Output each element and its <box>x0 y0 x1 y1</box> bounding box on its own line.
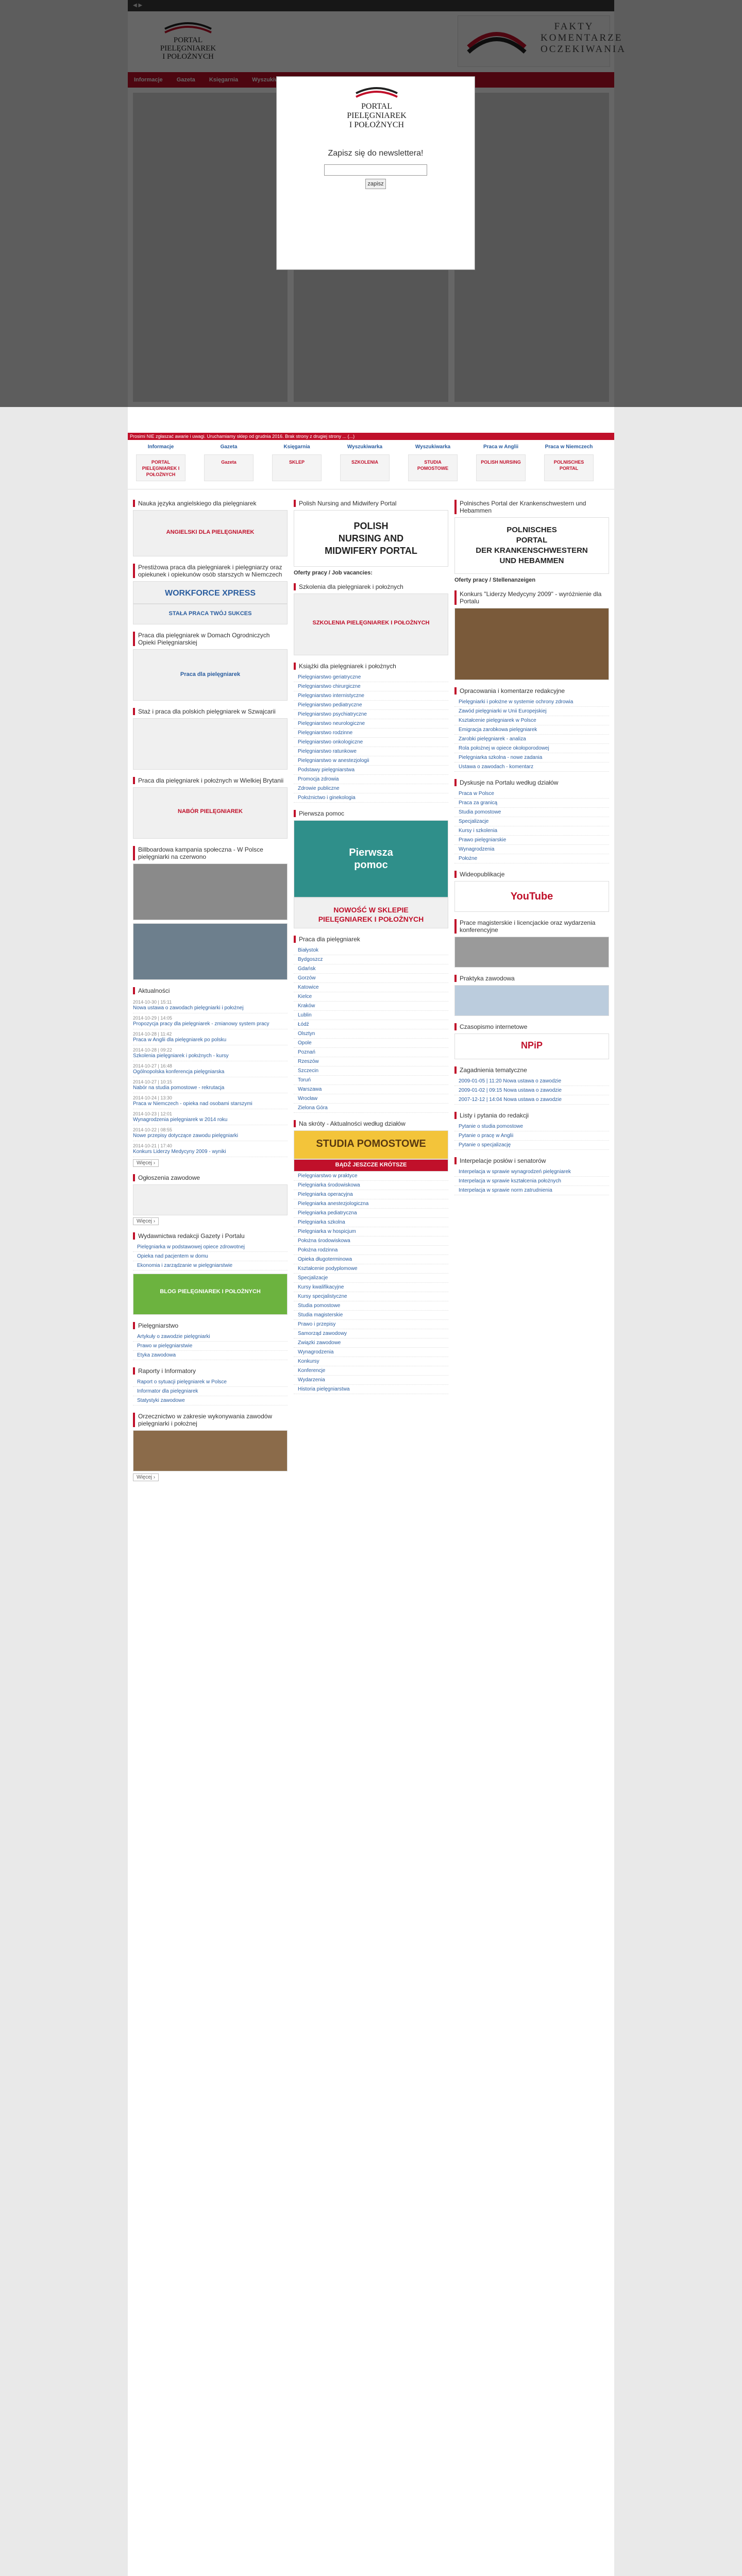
list-item[interactable]: Etyka zawodowa <box>133 1351 288 1360</box>
box-title: Pielęgniarstwo <box>133 1322 288 1329</box>
trainings-box <box>294 583 448 655</box>
list-item[interactable]: Prawo pielęgniarskie <box>454 836 609 845</box>
list-item[interactable]: Pielęgniarka środowiskowa <box>294 1181 448 1190</box>
list-item[interactable]: Pielęgniarstwo pediatryczne <box>294 701 448 710</box>
svg-text:PORTAL: PORTAL <box>361 102 392 111</box>
news-date: 2014-10-24 | 13:30 <box>133 1095 172 1100</box>
news-item[interactable] <box>133 1093 288 1109</box>
list-item[interactable]: Gorzów <box>294 974 448 983</box>
list-item[interactable]: Kształcenie pielęgniarek w Polsce <box>454 716 609 725</box>
svg-text:PIELĘGNIAREK: PIELĘGNIAREK <box>347 111 407 120</box>
blog-banner[interactable]: BLOG PIELĘGNIAREK I POŁOŻNYCH <box>133 1274 288 1315</box>
news-item[interactable] <box>133 1109 288 1125</box>
news-list <box>133 997 288 1157</box>
partner-label: Praca w Anglii <box>483 444 518 450</box>
list-item[interactable]: Pielęgniarka w hospicjum <box>294 1227 448 1236</box>
box-title: Dyskusje na Portalu według działów <box>454 779 609 786</box>
topics-list <box>454 1077 609 1105</box>
list-item[interactable]: Wynagrodzenia <box>294 1348 448 1357</box>
letters-list <box>454 1122 609 1150</box>
svg-text:I POŁOŻNYCH: I POŁOŻNYCH <box>349 121 404 129</box>
list-item[interactable]: Szczecin <box>294 1066 448 1076</box>
list-item[interactable]: Opieka długoterminowa <box>294 1255 448 1264</box>
partner-label: Praca w Niemczech <box>545 444 593 450</box>
billboard-photo-2[interactable] <box>133 923 288 980</box>
list-item[interactable]: Łódź <box>294 1020 448 1029</box>
list-item[interactable]: Wydarzenia <box>294 1376 448 1385</box>
list-item[interactable]: Pielęgniarstwo rodzinne <box>294 728 448 738</box>
list-item[interactable]: Lublin <box>294 1011 448 1020</box>
box-title: Nauka języka angielskiego dla pielęgniarek <box>133 500 288 507</box>
newsletter-title: Zapisz się do newslettera! <box>328 149 424 158</box>
case-law-box <box>133 1413 288 1481</box>
list-item[interactable]: Położna rodzinna <box>294 1246 448 1255</box>
english-course-box <box>133 500 288 556</box>
partner-label: Wyszukiwarka <box>415 444 451 450</box>
box-title: Ogłoszenia zawodowe <box>133 1174 288 1181</box>
partner-tile[interactable] <box>337 444 393 485</box>
partner-logo: PORTAL PIELĘGNIAREK I POŁOŻNYCH <box>136 454 185 481</box>
list-item[interactable]: Opole <box>294 1039 448 1048</box>
list-item[interactable]: 2009-01-05 | 11:20 Nowa ustawa o zawodzie <box>454 1077 609 1086</box>
partner-tile[interactable] <box>201 444 257 485</box>
video-box <box>454 871 609 912</box>
reports-box <box>133 1367 288 1405</box>
box-title: Wideopublikacje <box>454 871 609 878</box>
list-item[interactable]: Pielęgniarstwo onkologiczne <box>294 738 448 747</box>
uk-jobs-box <box>133 777 288 839</box>
news-date: 2014-10-21 | 17:40 <box>133 1143 172 1148</box>
list-item[interactable]: Pielęgniarstwo ratunkowe <box>294 747 448 756</box>
list-item[interactable]: Pielęgniarstwo neurologiczne <box>294 719 448 728</box>
list-item[interactable]: Pielęgniarstwo w praktyce <box>294 1172 448 1181</box>
more-button[interactable]: Więcej › <box>133 1159 159 1167</box>
box-title: Praca dla pielęgniarek i położnych w Wielkiej Brytanii <box>133 777 288 784</box>
list-item[interactable]: Związki zawodowe <box>294 1338 448 1348</box>
list-item[interactable]: Pielęgniarstwo geriatryczne <box>294 673 448 682</box>
news-date: 2014-10-30 | 15:11 <box>133 999 172 1005</box>
partner-tile[interactable] <box>133 444 189 485</box>
list-item[interactable]: Warszawa <box>294 1085 448 1094</box>
box-title: Wydawnictwa redakcji Gazety i Portalu <box>133 1232 288 1240</box>
box-title: Opracowania i komentarze redakcyjne <box>454 687 609 694</box>
partner-label: Wyszukiwarka <box>347 444 383 450</box>
uk-jobs-banner[interactable]: NABÓR PIELĘGNIAREK <box>133 787 288 839</box>
practice-image[interactable] <box>454 985 609 1016</box>
first-aid-box <box>294 810 448 928</box>
discussions-box <box>454 779 609 863</box>
publications-box <box>133 1232 288 1315</box>
list-item[interactable]: Pielęgniarka szkolna <box>294 1218 448 1227</box>
first-aid-book-cover[interactable]: Pierwsza pomoc <box>294 820 448 897</box>
list-item[interactable]: Artykuły o zawodzie pielęgniarki <box>133 1332 288 1342</box>
box-title: Na skróty - Aktualności według działów <box>294 1120 448 1127</box>
newsletter-modal <box>276 76 475 270</box>
news-date: 2014-10-27 | 16:48 <box>133 1063 172 1069</box>
list-item[interactable]: Prawo w pielęgniarstwie <box>133 1342 288 1351</box>
bridging-studies-subbanner[interactable]: BĄDŹ JESZCZE KRÓTSZE <box>294 1159 448 1172</box>
newsletter-submit-button[interactable]: zapisz <box>365 179 386 189</box>
reports-list <box>133 1378 288 1405</box>
list-item[interactable]: Ekonomia i zarządzanie w pielęgniarstwie <box>133 1261 288 1270</box>
list-item[interactable]: Kursy i szkolenia <box>454 826 609 836</box>
discussions-list <box>454 789 609 863</box>
news-item[interactable] <box>133 1125 288 1141</box>
list-item[interactable]: Pytanie o pracę w Anglii <box>454 1131 609 1141</box>
list-item[interactable]: Informator dla pielęgniarek <box>133 1387 288 1396</box>
news-title[interactable]: Praca w Niemczech - opieka nad osobami starszymi <box>133 1101 252 1107</box>
list-item[interactable]: Wynagrodzenia <box>454 845 609 854</box>
interpellations-box <box>454 1157 609 1195</box>
shortcuts-list <box>294 1172 448 1394</box>
box-title: Listy i pytania do redakcji <box>454 1112 609 1119</box>
modal-logo <box>320 82 433 133</box>
list-item[interactable]: Białystok <box>294 946 448 955</box>
interpellations-list <box>454 1167 609 1195</box>
news-date: 2014-10-28 | 11:42 <box>133 1031 172 1037</box>
box-title: Interpelacje posłów i senatorów <box>454 1157 609 1164</box>
news-title[interactable]: Wynagrodzenia pielęgniarek w 2014 roku <box>133 1117 228 1123</box>
list-item[interactable]: Pielęgniarka szkolna - nowe zadania <box>454 753 609 762</box>
news-title[interactable]: Ogólnopolska konferencja pielęgniarska <box>133 1069 225 1075</box>
news-date: 2014-10-23 | 12:01 <box>133 1111 172 1116</box>
box-title: Raporty i Informatory <box>133 1367 288 1375</box>
list-item[interactable]: 2009-01-02 | 09:15 Nowa ustawa o zawodzie <box>454 1086 609 1095</box>
list-item[interactable]: Interpelacja w sprawie wynagrodzeń pielęgniarek <box>454 1167 609 1177</box>
partner-logo: SKLEP <box>272 454 322 481</box>
box-title: Czasopismo internetowe <box>454 1023 609 1030</box>
box-title: Orzecznictwo w zakresie wykonywania zawodów pielęgniarki i położnej <box>133 1413 288 1427</box>
box-title: Konkurs "Liderzy Medycyny 2009" - wyróżnienie dla Portalu <box>454 590 609 605</box>
list-item[interactable]: Bydgoszcz <box>294 955 448 964</box>
list-item[interactable]: Konferencje <box>294 1366 448 1376</box>
leaders-award-box <box>454 590 609 680</box>
list-item[interactable]: Pielęgniarstwo chirurgiczne <box>294 682 448 691</box>
theses-image[interactable] <box>454 937 609 968</box>
list-item[interactable]: Raport o sytuacji pielęgniarek w Polsce <box>133 1378 288 1387</box>
box-title: Praca dla pielęgniarek <box>294 936 448 943</box>
box-title: Zagadnienia tematyczne <box>454 1066 609 1074</box>
nursing-list <box>133 1332 288 1360</box>
billboard-photo-1[interactable] <box>133 863 288 920</box>
list-item[interactable]: Konkursy <box>294 1357 448 1366</box>
list-item[interactable]: Specjalizacje <box>294 1274 448 1283</box>
list-item[interactable]: Gdańsk <box>294 964 448 974</box>
box-title: Prestiżowa praca dla pielęgniarek i pielęgniarzy oraz opiekunek i opiekunów osób starszych w Niemczech <box>133 564 288 578</box>
list-item[interactable]: Praca za granicą <box>454 799 609 808</box>
list-item[interactable]: Kielce <box>294 992 448 1002</box>
polish-nursing-box <box>294 500 448 576</box>
job-ads-box <box>133 1174 288 1225</box>
middle-column <box>294 500 448 1401</box>
award-photo[interactable] <box>454 608 609 680</box>
list-item[interactable]: Zarobki pielęgniarek - analiza <box>454 735 609 744</box>
list-item[interactable]: Pielęgniarka w podstawowej opiece zdrowotnej <box>133 1243 288 1252</box>
jobs-by-city-box <box>294 936 448 1113</box>
box-title: Polish Nursing and Midwifery Portal <box>294 500 448 507</box>
list-item[interactable]: Położne <box>454 854 609 863</box>
english-course-banner[interactable]: ANGIELSKI DLA PIELĘGNIAREK <box>133 510 288 556</box>
news-title[interactable]: Praca w Anglii dla pielęgniarek po polsku <box>133 1037 227 1043</box>
job-offers-label: Oferty pracy / Stellenanzeigen <box>454 577 536 583</box>
partner-tile[interactable] <box>541 444 597 485</box>
list-item[interactable]: Kraków <box>294 1002 448 1011</box>
partner-label: Gazeta <box>220 444 238 450</box>
list-item[interactable]: Promocja zdrowia <box>294 775 448 784</box>
switzerland-banner[interactable] <box>133 718 288 770</box>
trainings-banner[interactable]: SZKOLENIA PIELĘGNIAREK I POŁOŻNYCH <box>294 594 448 655</box>
list-item[interactable]: Położnictwo i ginekologia <box>294 793 448 803</box>
partner-logo: POLISH NURSING <box>476 454 526 481</box>
news-item[interactable] <box>133 1061 288 1077</box>
box-title: Staż i praca dla polskich pielęgniarek w Szwajcarii <box>133 708 288 715</box>
partner-tile[interactable] <box>473 444 529 485</box>
list-item[interactable]: Olsztyn <box>294 1029 448 1039</box>
polish-nursing-logo[interactable]: POLISH NURSING AND MIDWIFERY PORTAL <box>294 510 448 567</box>
news-date: 2014-10-27 | 10:15 <box>133 1079 172 1084</box>
box-title: Szkolenia dla pielęgniarek i położnych <box>294 583 448 590</box>
news-date: 2014-10-28 | 09:22 <box>133 1047 172 1053</box>
workforce-banner[interactable]: STAŁA PRACA TWÓJ SUKCES <box>133 604 288 624</box>
editorial-box <box>454 687 609 772</box>
publications-list <box>133 1243 288 1270</box>
news-title[interactable]: Nowa ustawa o zawodach pielęgniarki i położnej <box>133 1005 244 1011</box>
partner-logo: POLNISCHES PORTAL <box>544 454 594 481</box>
partner-logo: SZKOLENIA <box>340 454 390 481</box>
list-item[interactable]: Praca w Polsce <box>454 789 609 799</box>
list-item[interactable]: Pielęgniarka operacyjna <box>294 1190 448 1199</box>
list-item[interactable]: Kursy specjalistyczne <box>294 1292 448 1301</box>
list-item[interactable]: Studia pomostowe <box>454 808 609 817</box>
list-item[interactable]: Opieka nad pacjentem w domu <box>133 1252 288 1261</box>
box-title: Aktualności <box>133 987 288 994</box>
list-item[interactable]: Położna środowiskowa <box>294 1236 448 1246</box>
news-title[interactable]: Nowe przepisy dotyczące zawodu pielęgniarki <box>133 1133 238 1139</box>
news-box <box>133 987 288 1167</box>
list-item[interactable]: Zielona Góra <box>294 1104 448 1113</box>
list-item[interactable]: 2007-12-12 | 14:04 Nowa ustawa o zawodzie <box>454 1095 609 1105</box>
news-item[interactable] <box>133 1141 288 1157</box>
cities-list <box>294 946 448 1113</box>
switzerland-box <box>133 708 288 770</box>
box-title: Billboardowa kampania społeczna - W Polsce pielęgniarki na czerwono <box>133 846 288 860</box>
list-item[interactable]: Samorząd zawodowy <box>294 1329 448 1338</box>
list-item[interactable]: Pielęgniarka pediatryczna <box>294 1209 448 1218</box>
list-item[interactable]: Pytanie o studia pomostowe <box>454 1122 609 1131</box>
workforce-logo[interactable]: WORKFORCE XPRESS <box>133 581 288 604</box>
right-column <box>454 500 609 1202</box>
list-item[interactable]: Kształcenie podyplomowe <box>294 1264 448 1274</box>
box-title: Praca dla pielęgniarek w Domach Ogrodniczych Opieki Pielęgniarskiej <box>133 632 288 646</box>
news-title[interactable]: Propozycja pracy dla pielęgniarek - zmianowy system pracy <box>133 1021 269 1027</box>
list-item[interactable]: Pielęgniarstwo w anestezjologii <box>294 756 448 766</box>
nursing-homes-box <box>133 632 288 701</box>
more-button[interactable]: Więcej › <box>133 1217 159 1225</box>
news-item[interactable] <box>133 997 288 1013</box>
news-item[interactable] <box>133 1013 288 1029</box>
books-box <box>294 663 448 803</box>
list-item[interactable]: Emigracja zarobkowa pielęgniarek <box>454 725 609 735</box>
list-item[interactable]: Poznań <box>294 1048 448 1057</box>
list-item[interactable]: Zdrowie publiczne <box>294 784 448 793</box>
list-item[interactable]: Pielęgniarstwo psychiatryczne <box>294 710 448 719</box>
new-in-shop-banner[interactable]: NOWOŚĆ W SKLEPIE PIELĘGNIAREK I POŁOŻNYCH <box>294 897 448 928</box>
list-item[interactable]: Pytanie o specjalizację <box>454 1141 609 1150</box>
list-item[interactable]: Rola położnej w opiece okołoporodowej <box>454 744 609 753</box>
journal-logo[interactable]: NPiP <box>454 1033 609 1059</box>
box-title: Praktyka zawodowa <box>454 975 609 982</box>
list-item[interactable]: Podstawy pielęgniarstwa <box>294 766 448 775</box>
books-list <box>294 673 448 803</box>
news-item[interactable] <box>133 1077 288 1093</box>
list-item[interactable]: Toruń <box>294 1076 448 1085</box>
job-vacancies-label: Oferty pracy / Job vacancies: <box>294 570 373 576</box>
box-title: Polnisches Portal der Krankenschwestern und Hebammen <box>454 500 609 514</box>
list-item[interactable]: Prawo i przepisy <box>294 1320 448 1329</box>
list-item[interactable]: Katowice <box>294 983 448 992</box>
list-item[interactable]: Interpelacja w sprawie kształcenia położnych <box>454 1177 609 1186</box>
list-item[interactable]: Specjalizacje <box>454 817 609 826</box>
list-item[interactable]: Wrocław <box>294 1094 448 1104</box>
nursing-homes-banner[interactable]: Praca dla pielęgniarek <box>133 649 288 701</box>
bridging-studies-banner[interactable]: STUDIA POMOSTOWE <box>294 1130 448 1159</box>
journal-box <box>454 1023 609 1059</box>
youtube-logo-icon[interactable]: YouTube <box>454 881 609 912</box>
list-item[interactable]: Interpelacja w sprawie norm zatrudnienia <box>454 1186 609 1195</box>
editorial-list <box>454 698 609 772</box>
box-title: Pierwsza pomoc <box>294 810 448 817</box>
left-column <box>133 500 288 1488</box>
news-title[interactable]: Szkolenia pielęgniarek i położnych - kursy <box>133 1053 229 1059</box>
news-item[interactable] <box>133 1045 288 1061</box>
box-title: Książki dla pielęgniarek i położnych <box>294 663 448 670</box>
list-item[interactable]: Studia pomostowe <box>294 1301 448 1311</box>
news-date: 2014-10-22 | 08:55 <box>133 1127 172 1132</box>
list-item[interactable]: Studia magisterskie <box>294 1311 448 1320</box>
job-ads-image[interactable] <box>133 1184 288 1215</box>
partner-label: Informacje <box>147 444 174 450</box>
billboard-box <box>133 846 288 980</box>
case-law-image[interactable] <box>133 1430 288 1471</box>
news-title[interactable]: Konkurs Liderzy Medycyny 2009 - wyniki <box>133 1149 226 1155</box>
germany-jobs-box <box>133 564 288 624</box>
partner-tile[interactable] <box>405 444 461 485</box>
list-item[interactable]: Historia pielęgniarstwa <box>294 1385 448 1394</box>
list-item[interactable]: Pielęgniarka anestezjologiczna <box>294 1199 448 1209</box>
notice-bar: Prosimi NIE zgłaszać awarie i uwagi. Uruchamiamy sklep od grudnia 2016. Brak strony z drugiej strony ... (...) <box>128 433 614 440</box>
news-date: 2014-10-29 | 14:05 <box>133 1015 172 1021</box>
practice-box <box>454 975 609 1016</box>
partner-logo: STUDIA POMOSTOWE <box>408 454 458 481</box>
theses-box <box>454 919 609 968</box>
box-title: Prace magisterskie i licencjackie oraz wydarzenia konferencyjne <box>454 919 609 934</box>
list-item[interactable]: Pielęgniarstwo internistyczne <box>294 691 448 701</box>
partner-logo: Gazeta <box>204 454 254 481</box>
list-item[interactable]: Kursy kwalifikacyjne <box>294 1283 448 1292</box>
german-portal-box <box>454 500 609 583</box>
partner-bar <box>128 440 614 489</box>
letters-box <box>454 1112 609 1150</box>
partner-label: Księgarnia <box>283 444 310 450</box>
topics-box <box>454 1066 609 1105</box>
list-item[interactable]: Ustawa o zawodach - komentarz <box>454 762 609 772</box>
nursing-box <box>133 1322 288 1360</box>
news-title[interactable]: Nabór na studia pomostowe - rekrutacja <box>133 1085 225 1091</box>
list-item[interactable]: Rzeszów <box>294 1057 448 1066</box>
partner-tile[interactable] <box>269 444 325 485</box>
list-item[interactable]: Statystyki zawodowe <box>133 1396 288 1405</box>
news-item[interactable] <box>133 1029 288 1045</box>
list-item[interactable]: Pielęgniarki i położne w systemie ochrony zdrowia <box>454 698 609 707</box>
list-item[interactable]: Zawód pielęgniarki w Unii Europejskiej <box>454 707 609 716</box>
newsletter-email-input[interactable] <box>324 164 427 176</box>
german-portal-logo[interactable]: POLNISCHES PORTAL DER KRANKENSCHWESTERN UND HEBAMMEN <box>454 517 609 574</box>
more-button[interactable]: Więcej › <box>133 1473 159 1481</box>
shortcuts-box <box>294 1120 448 1394</box>
